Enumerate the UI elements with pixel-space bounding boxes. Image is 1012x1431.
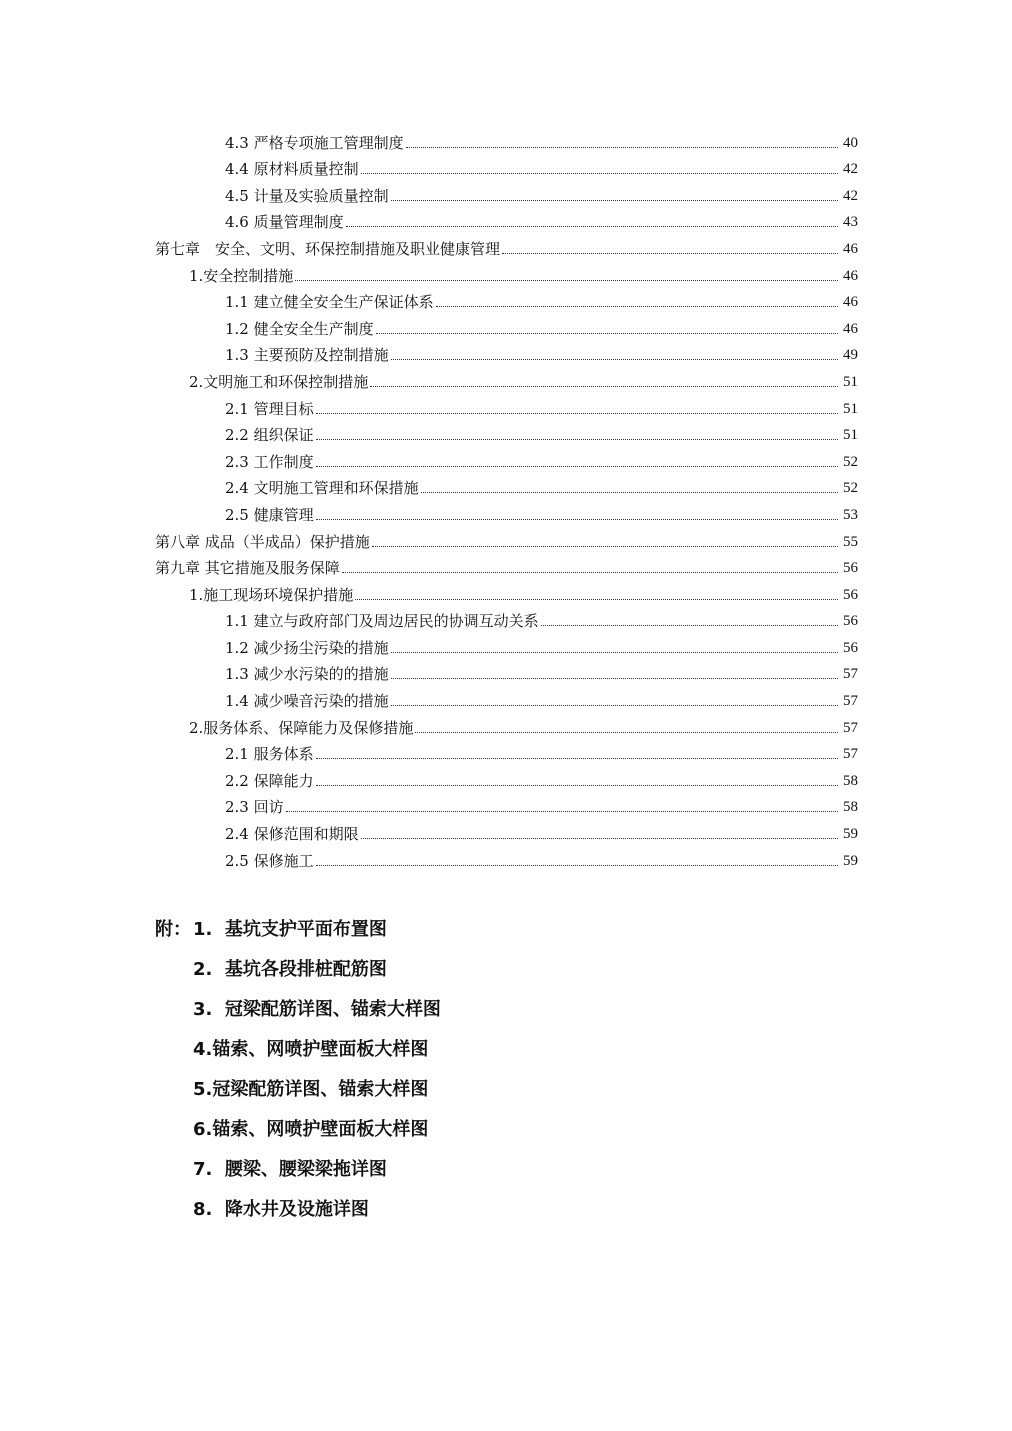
toc-entry-title: 2.5 健康管理	[225, 505, 314, 524]
dot-leader	[286, 811, 838, 812]
toc-entry-title: 1.1 建立健全安全生产保证体系	[225, 293, 434, 312]
dot-leader	[391, 678, 838, 679]
toc-entry-page-number: 52	[843, 480, 858, 497]
appendix-item	[155, 1068, 755, 1108]
toc-entry-page-number: 40	[843, 134, 858, 151]
dot-leader	[355, 599, 838, 600]
toc-entry-title: 2.2 组织保证	[225, 426, 314, 445]
dot-leader	[316, 758, 838, 759]
toc-entry-page-number: 59	[843, 826, 858, 843]
toc-entry-page-number: 43	[843, 214, 858, 231]
dot-leader	[342, 572, 838, 573]
toc-subsection-entry[interactable]	[155, 658, 858, 685]
appendix-item-text: 6.锚索、网喷护壁面板大样图	[193, 1119, 429, 1140]
toc-subsection-entry[interactable]	[155, 419, 858, 446]
toc-entry-page-number: 46	[843, 320, 858, 337]
toc-section-entry[interactable]	[155, 578, 858, 605]
toc-chapter-entry[interactable]	[155, 232, 858, 259]
toc-entry-page-number: 53	[843, 506, 858, 523]
toc-entry-title: 2.5 保修施工	[225, 851, 314, 870]
dot-leader	[316, 519, 838, 520]
toc-entry-title: 2.3 工作制度	[225, 452, 314, 471]
appendix-item	[155, 1148, 755, 1188]
toc-subsection-entry[interactable]	[155, 498, 858, 525]
dot-leader	[316, 439, 838, 440]
toc-subsection-entry[interactable]	[155, 738, 858, 765]
toc-entry-page-number: 57	[843, 693, 858, 710]
toc-section-entry[interactable]	[155, 711, 858, 738]
toc-entry-title: 1.1 建立与政府部门及周边居民的协调互动关系	[225, 612, 539, 631]
toc-entry-page-number: 51	[843, 373, 858, 390]
dot-leader	[346, 226, 838, 227]
toc-entry-title: 第八章 成品（半成品）保护措施	[155, 532, 370, 551]
toc-subsection-entry[interactable]	[155, 153, 858, 180]
appendix-item	[155, 988, 755, 1028]
toc-entry-title: 1.施工现场环境保护措施	[189, 585, 354, 604]
dot-leader	[295, 280, 838, 281]
toc-entry-title: 4.4 原材料质量控制	[225, 160, 359, 179]
toc-entry-page-number: 49	[843, 347, 858, 364]
toc-entry-page-number: 46	[843, 267, 858, 284]
toc-entry-title: 2.3 回访	[225, 798, 284, 817]
toc-subsection-entry[interactable]	[155, 179, 858, 206]
toc-entry-title: 4.5 计量及实验质量控制	[225, 186, 389, 205]
toc-entry-title: 2.4 文明施工管理和环保措施	[225, 479, 419, 498]
dot-leader	[436, 306, 838, 307]
toc-entry-page-number: 59	[843, 852, 858, 869]
table-of-contents	[155, 126, 858, 871]
toc-entry-page-number: 57	[843, 666, 858, 683]
toc-entry-title: 1.2 减少扬尘污染的措施	[225, 638, 389, 657]
toc-entry-title: 2.文明施工和环保控制措施	[189, 372, 369, 391]
dot-leader	[316, 865, 838, 866]
dot-leader	[361, 838, 838, 839]
appendix-item-text: 8. 降水井及设施详图	[193, 1199, 369, 1220]
toc-entry-page-number: 51	[843, 400, 858, 417]
toc-subsection-entry[interactable]	[155, 445, 858, 472]
toc-subsection-entry[interactable]	[155, 684, 858, 711]
toc-entry-page-number: 42	[843, 161, 858, 178]
toc-entry-title: 1.3 主要预防及控制措施	[225, 346, 389, 365]
toc-subsection-entry[interactable]	[155, 844, 858, 871]
toc-entry-title: 4.3 严格专项施工管理制度	[225, 133, 404, 152]
appendix-item-text: 3. 冠梁配筋详图、锚索大样图	[193, 999, 441, 1020]
toc-subsection-entry[interactable]	[155, 817, 858, 844]
toc-subsection-entry[interactable]	[155, 631, 858, 658]
appendix-item	[155, 1108, 755, 1148]
toc-section-entry[interactable]	[155, 365, 858, 392]
appendix-item	[155, 948, 755, 988]
dot-leader	[391, 359, 838, 360]
toc-chapter-entry[interactable]	[155, 552, 858, 579]
appendix-list	[155, 908, 755, 1228]
dot-leader	[316, 785, 838, 786]
dot-leader	[370, 386, 838, 387]
toc-entry-page-number: 56	[843, 586, 858, 603]
toc-entry-title: 2.服务体系、保障能力及保修措施	[189, 718, 414, 737]
toc-subsection-entry[interactable]	[155, 392, 858, 419]
appendix-item-text: 7. 腰梁、腰梁梁拖详图	[193, 1159, 387, 1180]
dot-leader	[372, 546, 838, 547]
toc-entry-title: 1.4 减少噪音污染的措施	[225, 692, 389, 711]
dot-leader	[415, 732, 838, 733]
dot-leader	[391, 200, 838, 201]
toc-entry-page-number: 56	[843, 613, 858, 630]
dot-leader	[502, 253, 838, 254]
toc-entry-title: 1.安全控制措施	[189, 266, 294, 285]
toc-entry-page-number: 55	[843, 533, 858, 550]
toc-entry-page-number: 57	[843, 746, 858, 763]
toc-entry-page-number: 57	[843, 719, 858, 736]
toc-subsection-entry[interactable]	[155, 126, 858, 153]
toc-entry-title: 第九章 其它措施及服务保障	[155, 559, 340, 578]
appendix-item-text: 4.锚索、网喷护壁面板大样图	[193, 1039, 429, 1060]
appendix-item	[155, 1188, 755, 1228]
appendix-item-text: 5.冠梁配筋详图、锚索大样图	[193, 1079, 429, 1100]
toc-entry-title: 第七章 安全、文明、环保控制措施及职业健康管理	[155, 239, 501, 258]
dot-leader	[406, 147, 838, 148]
toc-section-entry[interactable]	[155, 259, 858, 286]
toc-entry-title: 2.2 保障能力	[225, 771, 314, 790]
toc-subsection-entry[interactable]	[155, 605, 858, 632]
toc-entry-page-number: 56	[843, 560, 858, 577]
toc-entry-page-number: 46	[843, 240, 858, 257]
appendix-item	[155, 1028, 755, 1068]
toc-entry-page-number: 42	[843, 187, 858, 204]
toc-entry-page-number: 58	[843, 799, 858, 816]
toc-entry-title: 1.2 健全安全生产制度	[225, 319, 374, 338]
toc-subsection-entry[interactable]	[155, 791, 858, 818]
appendix-item-text: 2. 基坑各段排桩配筋图	[193, 959, 387, 980]
dot-leader	[391, 705, 838, 706]
toc-entry-page-number: 51	[843, 427, 858, 444]
toc-entry-page-number: 58	[843, 772, 858, 789]
dot-leader	[361, 173, 838, 174]
appendix-prefix: 附：	[155, 919, 191, 940]
toc-subsection-entry[interactable]	[155, 339, 858, 366]
toc-entry-title: 1.3 减少水污染的的措施	[225, 665, 389, 684]
appendix-item	[155, 908, 755, 948]
dot-leader	[376, 333, 838, 334]
toc-entry-title: 2.1 管理目标	[225, 399, 314, 418]
toc-subsection-entry[interactable]	[155, 312, 858, 339]
dot-leader	[316, 413, 838, 414]
dot-leader	[541, 625, 838, 626]
toc-subsection-entry[interactable]	[155, 764, 858, 791]
toc-entry-page-number: 46	[843, 294, 858, 311]
toc-entry-title: 4.6 质量管理制度	[225, 213, 344, 232]
toc-subsection-entry[interactable]	[155, 286, 858, 313]
toc-subsection-entry[interactable]	[155, 206, 858, 233]
toc-entry-page-number: 56	[843, 639, 858, 656]
toc-subsection-entry[interactable]	[155, 472, 858, 499]
toc-entry-page-number: 52	[843, 453, 858, 470]
toc-entry-title: 2.4 保修范围和期限	[225, 825, 359, 844]
toc-chapter-entry[interactable]	[155, 525, 858, 552]
dot-leader	[421, 492, 838, 493]
dot-leader	[391, 652, 838, 653]
appendix-item-text: 1. 基坑支护平面布置图	[193, 919, 387, 940]
dot-leader	[316, 466, 838, 467]
toc-entry-title: 2.1 服务体系	[225, 745, 314, 764]
